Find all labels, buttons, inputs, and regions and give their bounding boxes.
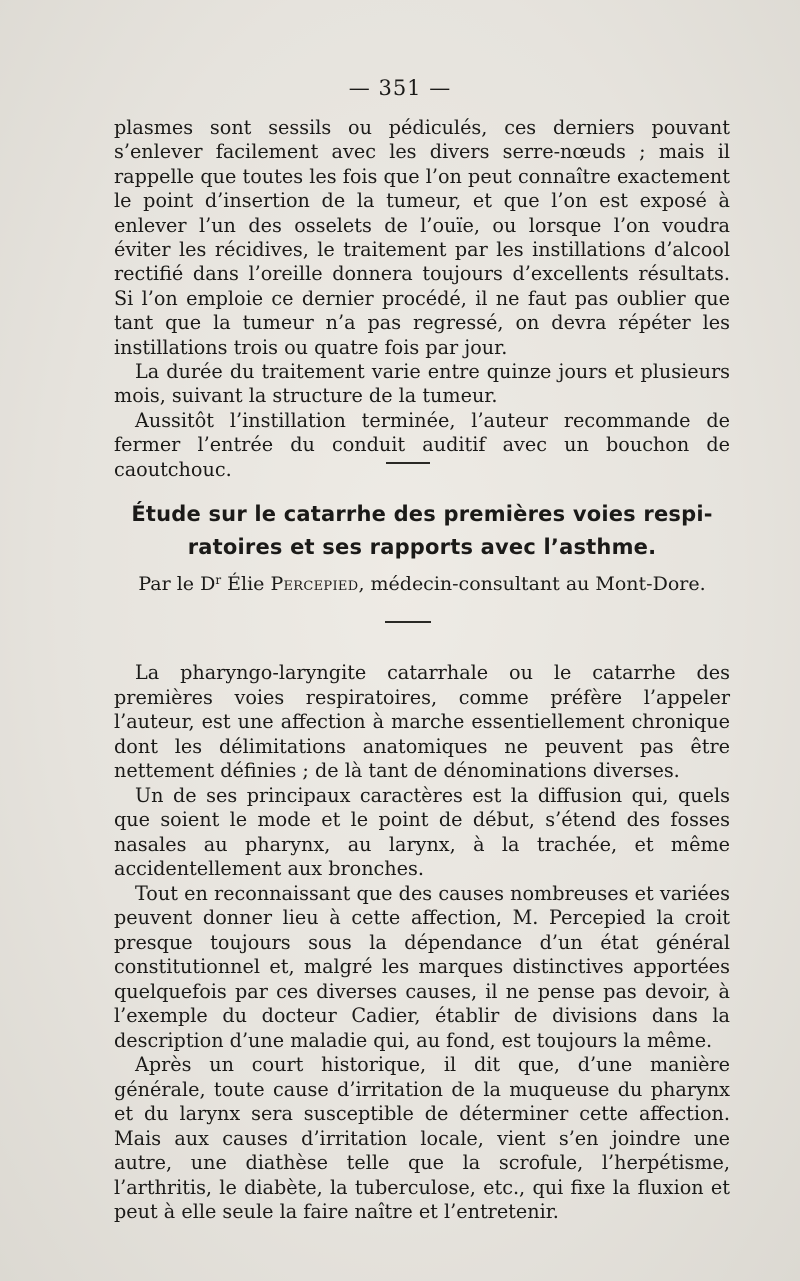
byline-first-name: Élie <box>221 573 271 595</box>
page-number: — 351 — <box>348 76 452 100</box>
previous-article-text <box>114 116 730 482</box>
paragraph: La pharyngo-laryngite catarrhale ou le catarrhe des premières voies respiratoires, comme préfère l’appeler l’auteur, est une affection à marche essentiellement chronique dont les délimitations anatomiques ne peuvent pas être nettement définies ; de là tant de dénominations diverses. <box>114 661 730 782</box>
article-byline <box>114 568 730 596</box>
byline-affiliation: , médecin-consultant au Mont-Dore. <box>358 573 706 595</box>
article-title-line: ratoires et ses rapports avec l’asthme. <box>187 535 657 559</box>
paragraph: La durée du traitement varie entre quinze jours et plusieurs mois, suivant la structure de la tumeur. <box>114 360 730 408</box>
section-divider <box>386 462 430 464</box>
byline-prefix: Par le D <box>138 573 216 595</box>
byline-superscript: r <box>215 573 222 587</box>
article-body <box>114 661 730 1225</box>
byline-author-surname: Percepied <box>270 573 359 595</box>
paragraph: Un de ses principaux caractères est la diffusion qui, quels que soient le mode et le point de début, s’étend des fosses nasales au pharynx, au larynx, à la trachée, et même accidentellement aux bronches. <box>114 783 730 880</box>
article-title <box>114 498 730 564</box>
paragraph: plasmes sont sessils ou pédiculés, ces derniers pouvant s’enlever facilement avec les divers serre-nœuds ; mais il rappelle que toutes les fois que l’on peut connaître exactement le point d’insertion de la tumeur, et que l’on est exposé à enlever l’un des osselets de l’ouïe, ou lorsque l’on voudra éviter les récidives, le traitement par les instillations d’alcool rectifié dans l’oreille donnera toujours d’excellents résultats. Si l’on emploie ce dernier procédé, il ne faut pas oublier que tant que la tumeur n’a pas regressé, on devra répéter les instillations trois ou quatre fois par jour. <box>114 116 730 359</box>
paragraph: Après un court historique, il dit que, d’une manière générale, toute cause d’irritation de la muqueuse du pharynx et du larynx sera susceptible de déterminer cette affection. Mais aux causes d’irritation locale, vient s’en joindre une autre, une diathèse telle que la scrofule, l’herpétisme, l’arthritis, le diabète, la tuberculose, etc., qui fixe la fluxion et peut à elle seule la faire naître et l’entretenir. <box>114 1053 730 1223</box>
article-title-line: Étude sur le catarrhe des premières voies respi- <box>131 502 713 526</box>
paragraph: Tout en reconnaissant que des causes nombreuses et variées peuvent donner lieu à cette affection, M. Percepied la croit presque toujours sous la dépendance d’un état général constitutionnel et, malgré les marques distinctives apportées quelquefois par ces diverses causes, il ne pense pas devoir, à l’exemple du docteur Cadier, établir de divisions dans la description d’une maladie qui, au fond, est toujours la même. <box>114 881 730 1052</box>
title-divider <box>385 621 431 623</box>
paragraph: Aussitôt l’instillation terminée, l’auteur recommande de fermer l’entrée du conduit auditif avec un bouchon de caoutchouc. <box>114 408 730 481</box>
